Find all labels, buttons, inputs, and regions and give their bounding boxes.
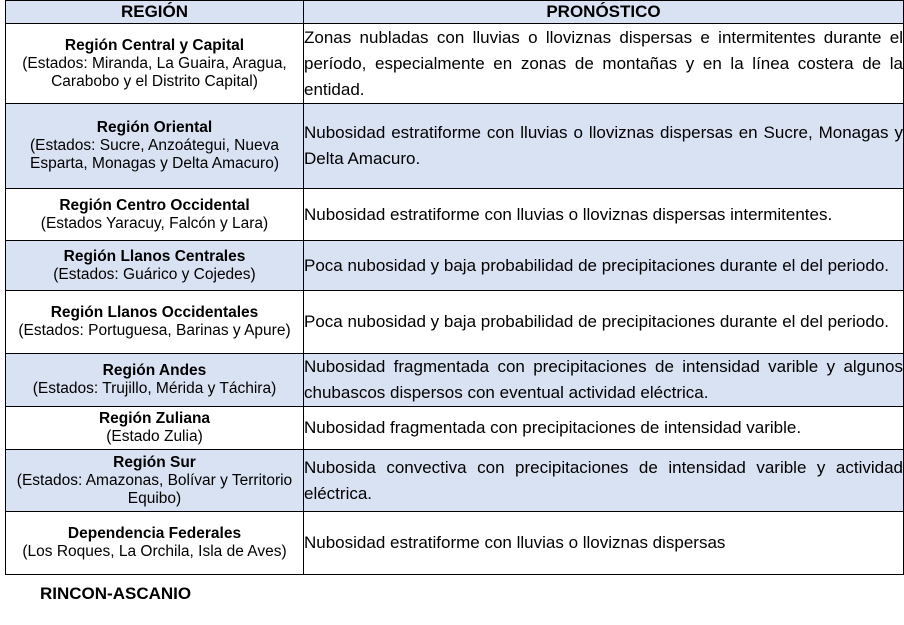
- region-name: Dependencia Federales: [67, 525, 242, 542]
- previous-table-edge: [5, 0, 904, 1]
- forecast-cell: Poca nubosidad y baja probabilidad de precipitaciones durante el del periodo.: [304, 241, 904, 291]
- forecast-cell: Nubosidad fragmentada con precipitaciones de intensidad varible.: [304, 407, 904, 450]
- forecast-cell: Poca nubosidad y baja probabilidad de precipitaciones durante el del periodo.: [304, 291, 904, 354]
- region-cell: [6, 24, 304, 104]
- region-states: (Estados: Amazonas, Bolívar y Territorio Equibo): [16, 471, 293, 507]
- table-row: [6, 354, 904, 407]
- forecast-cell: Zonas nubladas con lluvias o lloviznas dispersas e intermitentes durante el período, especialmente en zonas de montañas y en la línea costera de la entidad.: [304, 24, 904, 104]
- region-states: (Estados Yaracuy, Falcón y Lara): [40, 214, 269, 232]
- region-name: Región Llanos Occidentales: [50, 304, 259, 321]
- region-name: Región Central y Capital: [64, 36, 245, 54]
- author-signature: RINCON-ASCANIO: [40, 584, 192, 603]
- region-name: Región Zuliana: [98, 410, 211, 427]
- region-cell: [6, 104, 304, 189]
- region-cell: [6, 241, 304, 291]
- region-states: (Los Roques, La Orchila, Isla de Aves): [22, 543, 287, 560]
- forecast-cell: Nubosidad estratiforme con lluvias o lloviznas dispersas en Sucre, Monagas y Delta Amacuro.: [304, 104, 904, 189]
- header-region: REGIÓN: [6, 1, 304, 24]
- table-row: [6, 104, 904, 189]
- region-name: Región Andes: [102, 362, 207, 379]
- forecast-cell: Nubosidad estratiforme con lluvias o lloviznas dispersas: [304, 512, 904, 575]
- region-states: (Estados: Trujillo, Mérida y Táchira): [32, 380, 277, 397]
- table-row: [6, 241, 904, 291]
- region-states: (Estados: Portuguesa, Barinas y Apure): [18, 322, 291, 339]
- region-cell: [6, 354, 304, 407]
- forecast-cell: Nubosidad fragmentada con precipitaciones de intensidad varible y algunos chubascos dispersos con eventual actividad eléctrica.: [304, 354, 904, 407]
- region-states: (Estados: Sucre, Anzoátegui, Nueva Esparta, Monagas y Delta Amacuro): [29, 137, 279, 172]
- table-row: [6, 24, 904, 104]
- region-states: (Estados: Miranda, La Guaira, Aragua, Carabobo y el Distrito Capital): [22, 54, 287, 90]
- region-cell: [6, 291, 304, 354]
- region-name: Región Sur: [113, 453, 196, 471]
- region-states: (Estado Zulia): [106, 428, 203, 445]
- region-cell: [6, 512, 304, 575]
- table-row: [6, 189, 904, 241]
- forecast-document: [5, 0, 903, 575]
- region-name: Región Centro Occidental: [59, 196, 250, 214]
- table-row: [6, 450, 904, 512]
- table-row: [6, 407, 904, 450]
- region-cell: [6, 189, 304, 241]
- table-row: [6, 291, 904, 354]
- region-states: (Estados: Guárico y Cojedes): [53, 265, 256, 283]
- table-row: [6, 512, 904, 575]
- region-name: Región Oriental: [96, 119, 213, 136]
- region-name: Región Llanos Centrales: [63, 247, 246, 265]
- header-forecast: PRONÓSTICO: [304, 1, 904, 24]
- region-cell: [6, 450, 304, 512]
- table-header-row: [6, 1, 904, 24]
- forecast-table: [5, 0, 904, 575]
- forecast-cell: Nubosidad estratiforme con lluvias o lloviznas dispersas intermitentes.: [304, 189, 904, 241]
- forecast-cell: Nubosida convectiva con precipitaciones de intensidad varible y actividad eléctrica.: [304, 450, 904, 512]
- region-cell: [6, 407, 304, 450]
